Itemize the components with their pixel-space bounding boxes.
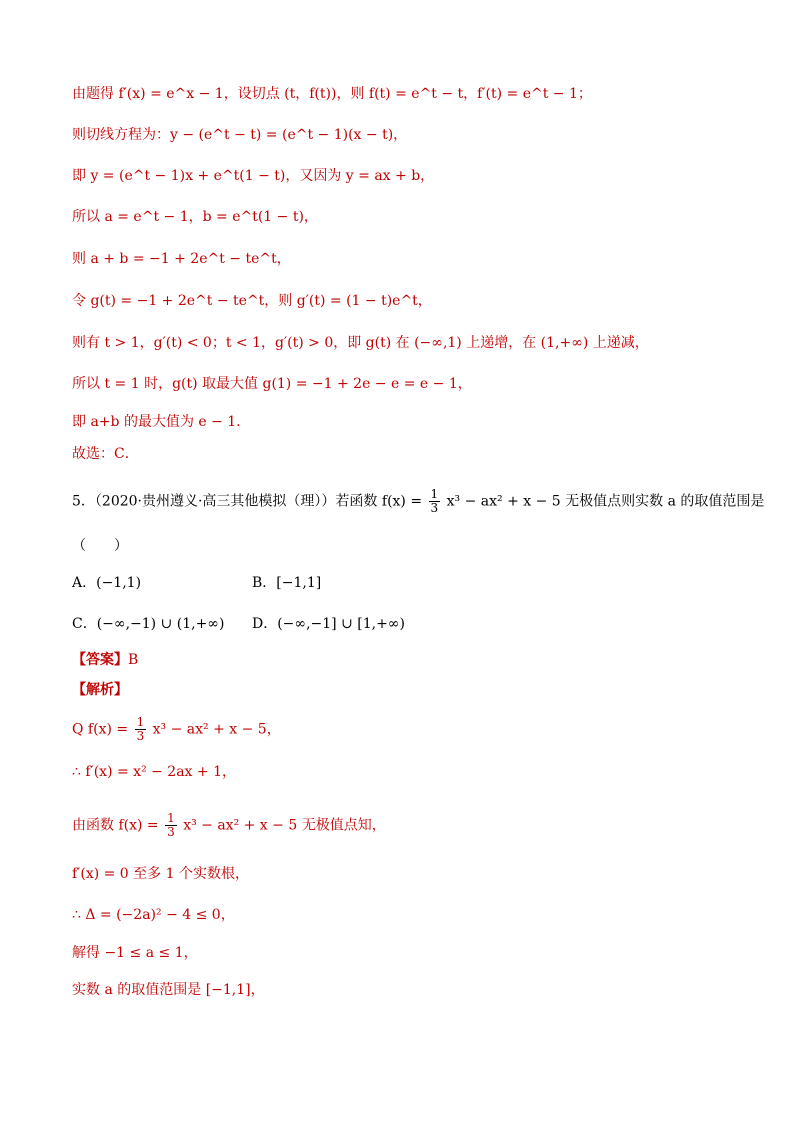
solution-line-4: 所以 a = e^t − 1，b = e^t(1 − t)，	[72, 209, 318, 225]
fraction-one-third	[429, 488, 441, 515]
fraction-denominator: 3	[430, 501, 439, 515]
analysis-line-3-pre: 由函数 f(x) =	[72, 817, 164, 834]
question-blank: （ ）	[72, 538, 128, 554]
answer-label: 【答案】	[72, 652, 128, 668]
fraction-numerator: 1	[136, 715, 145, 729]
fraction-denominator: 3	[136, 729, 145, 743]
question-stem-post: x³ − ax² + x − 5 无极值点则实数 a 的取值范围是	[446, 493, 765, 510]
solution-line-10: 故选：C．	[72, 446, 139, 462]
option-c: C．(−∞,−1) ∪ (1,+∞)	[72, 616, 225, 632]
fraction-one-third	[135, 716, 147, 743]
analysis-label: 【解析】	[72, 682, 128, 698]
fraction-denominator: 3	[167, 825, 175, 839]
solution-line-2: 则切线方程为：y − (e^t − t) = (e^t − 1)(x − t)，	[72, 127, 408, 143]
analysis-line-1-post: x³ − ax² + x − 5，	[152, 721, 281, 738]
analysis-line-3	[72, 812, 386, 839]
analysis-line-6: 解得 −1 ≤ a ≤ 1，	[72, 945, 198, 961]
option-b: B．[−1,1]	[252, 575, 322, 591]
fraction-numerator: 1	[167, 811, 175, 825]
solution-line-7: 则有 t > 1，g′(t) < 0；t < 1，g′(t) > 0，即 g(t) 在 (−∞,1) 上递增，在 (1,+∞) 上递减，	[72, 335, 649, 351]
analysis-line-5: ∴ Δ = (−2a)² − 4 ≤ 0，	[72, 907, 235, 923]
question-stem	[72, 488, 764, 515]
option-d: D．(−∞,−1] ∪ [1,+∞)	[252, 616, 405, 632]
solution-line-9: 即 a+b 的最大值为 e − 1．	[72, 414, 251, 430]
solution-line-6: 令 g(t) = −1 + 2e^t − te^t，则 g′(t) = (1 − t)e^t，	[72, 293, 432, 309]
analysis-line-1-pre: Q f(x) =	[72, 721, 133, 738]
solution-line-1: 由题得 f′(x) = e^x − 1，设切点 (t，f(t))，则 f(t) = e^t − t，f′(t) = e^t − 1；	[72, 86, 592, 102]
analysis-line-4: f′(x) = 0 至多 1 个实数根，	[72, 866, 249, 882]
question-stem-pre: 5．（2020·贵州遵义·高三其他模拟（理））若函数 f(x) =	[72, 493, 427, 510]
analysis-line-1	[72, 716, 281, 743]
fraction-one-third	[165, 812, 177, 839]
solution-line-8: 所以 t = 1 时，g(t) 取最大值 g(1) = −1 + 2e − e = e − 1，	[72, 376, 472, 392]
solution-line-5: 则 a + b = −1 + 2e^t − te^t，	[72, 251, 291, 267]
option-a: A．(−1,1)	[72, 575, 142, 591]
analysis-line-3-post: x³ − ax² + x − 5 无极值点知，	[183, 817, 386, 834]
fraction-numerator: 1	[430, 487, 439, 501]
analysis-line-2: ∴ f′(x) = x² − 2ax + 1，	[72, 764, 236, 780]
analysis-line-7: 实数 a 的取值范围是 [−1,1]，	[72, 982, 265, 998]
solution-line-3: 即 y = (e^t − 1)x + e^t(1 − t)，又因为 y = ax + b，	[72, 168, 435, 184]
answer-line	[72, 650, 138, 670]
answer-value: B	[128, 652, 139, 668]
